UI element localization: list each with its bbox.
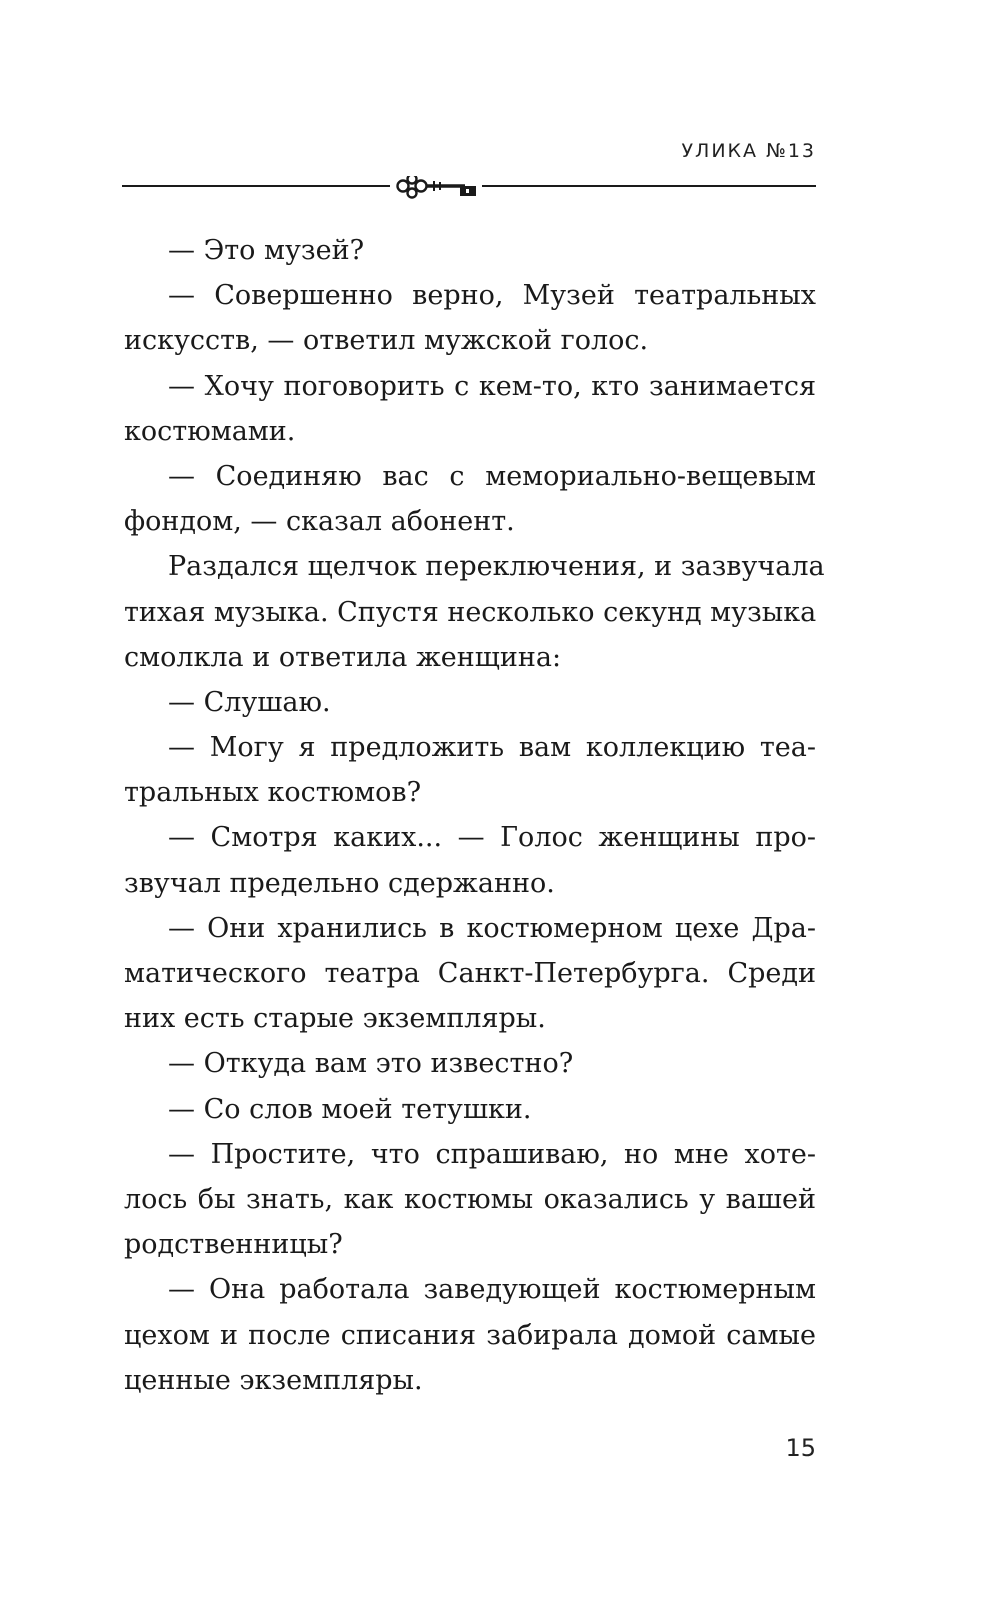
text-line: — Это музей?	[168, 235, 365, 266]
text-line: — Совершенно верно, Музей театральных	[168, 280, 816, 312]
text-line: тихая музыка. Спустя несколько секунд музыка	[124, 596, 817, 628]
page-number: 15	[785, 1434, 816, 1462]
text-line: — Откуда вам это известно?	[168, 1048, 574, 1080]
text-line: — Простите, что спрашиваю, но мне хоте-	[168, 1138, 816, 1170]
text-line: родственницы?	[124, 1229, 343, 1261]
text-line: фондом, — сказал абонент.	[124, 506, 515, 538]
text-line: них есть старые экземпляры.	[124, 1003, 546, 1035]
text-line: тральных костюмов?	[124, 777, 422, 809]
text-line: звучал предельно сдержанно.	[124, 867, 555, 899]
body-text	[124, 228, 825, 1403]
text-line: костюмами.	[124, 415, 296, 447]
text-line: — Со слов моей тетушки.	[168, 1093, 532, 1125]
text-line: — Смотря каких... — Голос женщины про-	[168, 822, 816, 854]
running-head: УЛИКА №13	[681, 140, 816, 162]
text-line: — Они хранились в костюмерном цехе Дра-	[168, 912, 816, 944]
text-line: — Слушаю.	[168, 686, 331, 718]
header-ornament	[122, 176, 816, 212]
text-line: смолкла и ответила женщина:	[124, 641, 562, 673]
text-line: ценные экземпляры.	[124, 1364, 423, 1396]
text-line: искусств, — ответил мужской голос.	[124, 325, 649, 357]
text-line: лось бы знать, как костюмы оказались у вашей	[124, 1183, 816, 1215]
text-line: — Могу я предложить вам коллекцию теа-	[168, 732, 816, 764]
text-line: цехом и после списания забирала домой самые	[124, 1319, 816, 1351]
text-line: — Хочу поговорить с кем-то, кто занимается	[168, 370, 816, 402]
key-icon	[390, 176, 482, 198]
text-line: матического театра Санкт-Петербурга. Среди	[124, 958, 816, 989]
text-line: — Она работала заведующей костюмерным	[168, 1274, 816, 1306]
text-line: — Соединяю вас с мемориально-вещевым	[168, 460, 816, 492]
text-line: Раздался щелчок переключения, и зазвучала	[168, 551, 825, 583]
